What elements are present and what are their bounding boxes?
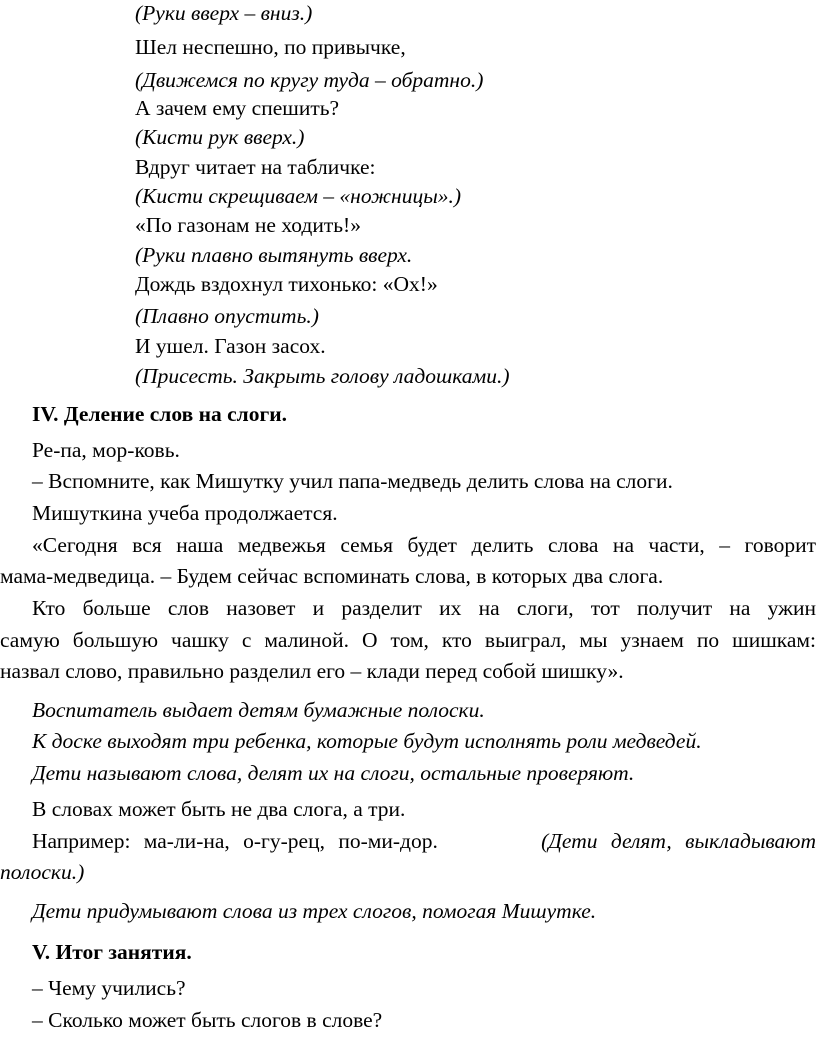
- poem-line: (Движемся по кругу туда – обратно.): [135, 68, 484, 92]
- section-heading: IV. Деление слов на слоги.: [32, 402, 287, 426]
- section-heading: V. Итог занятия.: [32, 940, 192, 964]
- instruction: К доске выходят три ребенка, которые будут исполнять роли медведей.: [32, 729, 702, 753]
- poem-line: (Кисти рук вверх.): [135, 125, 305, 149]
- poem-line: (Руки плавно вытянуть вверх.: [135, 243, 413, 267]
- paragraph-line: «Сегодня вся наша медвежья семья будет делить слова на части, – говорит: [32, 533, 816, 557]
- example-line: [32, 831, 816, 853]
- paragraph-line: самую большую чашку с малиной. О том, кто выиграл, мы узнаем по шишкам:: [0, 628, 816, 652]
- poem-line: (Руки вверх – вниз.): [135, 1, 313, 25]
- instruction: Дети придумывают слова из трех слогов, помогая Мишутке.: [32, 899, 597, 923]
- instruction: Дети называют слова, делят их на слоги, остальные проверяют.: [32, 761, 635, 785]
- question: – Сколько может быть слогов в слове?: [32, 1008, 383, 1032]
- paragraph-line: назвал слово, правильно разделил его – клади перед собой шишку».: [0, 659, 624, 683]
- example-text: Например: ма-ли-на, о-гу-рец, по-ми-дор.: [32, 829, 438, 853]
- paragraph: Ре-па, мор-ковь.: [32, 438, 180, 462]
- poem-line: Вдруг читает на табличке:: [135, 155, 376, 179]
- poem-line: (Плавно опустить.): [135, 304, 319, 328]
- poem-line: И ушел. Газон засох.: [135, 334, 326, 358]
- example-note-cont: полоски.): [0, 860, 85, 884]
- paragraph-line: мама-медведица. – Будем сейчас вспоминать слова, в которых два слога.: [0, 564, 664, 588]
- poem-line: (Присесть. Закрыть голову ладошками.): [135, 364, 510, 388]
- poem-line: А зачем ему спешить?: [135, 96, 340, 120]
- poem-line: «По газонам не ходить!»: [135, 213, 361, 237]
- paragraph: – Вспомните, как Мишутку учил папа-медведь делить слова на слоги.: [32, 469, 673, 493]
- paragraph-line: Кто больше слов назовет и разделит их на слоги, тот получит на ужин: [32, 596, 816, 620]
- question: – Чему учились?: [32, 976, 186, 1000]
- poem-line: (Кисти скрещиваем – «ножницы».): [135, 184, 462, 208]
- example-note: (Дети делят, выкладывают: [541, 829, 816, 853]
- paragraph: В словах может быть не два слога, а три.: [32, 797, 406, 821]
- poem-line: Шел неспешно, по привычке,: [135, 35, 406, 59]
- paragraph: Мишуткина учеба продолжается.: [32, 501, 338, 525]
- instruction: Воспитатель выдает детям бумажные полоски.: [32, 698, 485, 722]
- poem-line: Дождь вздохнул тихонько: «Ох!»: [135, 272, 438, 296]
